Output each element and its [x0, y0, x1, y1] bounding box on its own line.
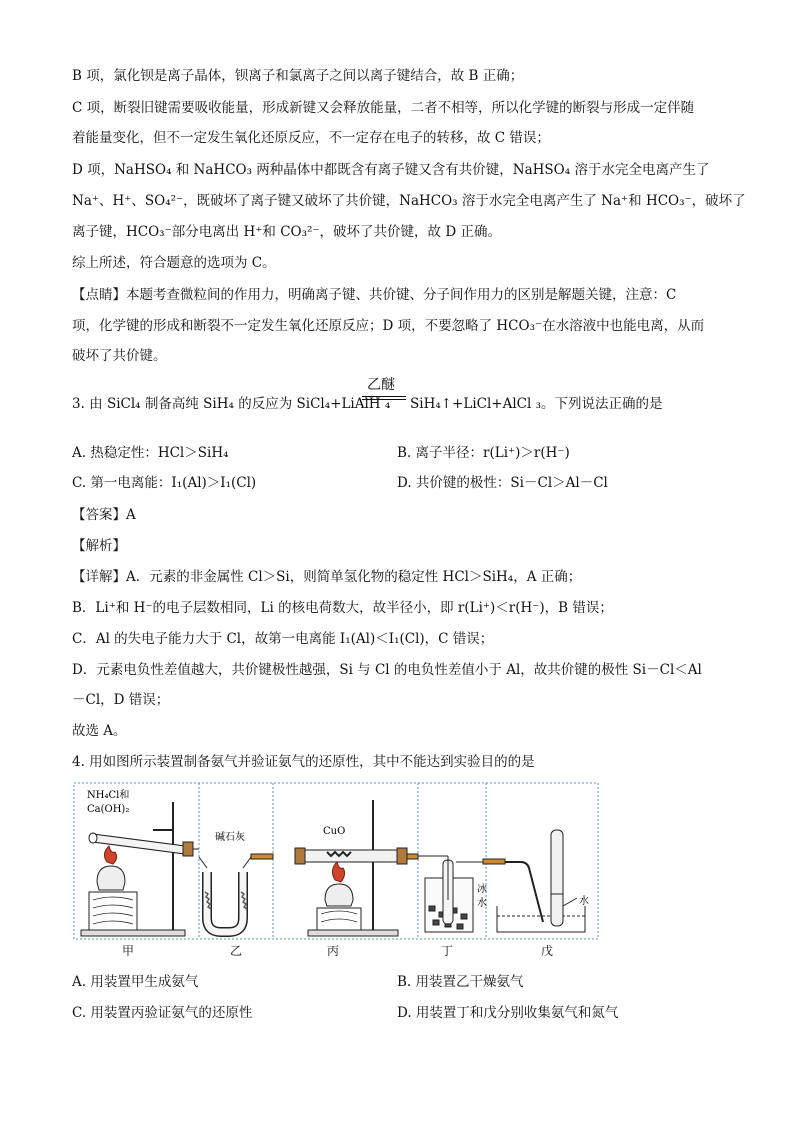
alcohol-lamp-bing: [325, 884, 353, 906]
stopper-jia: [183, 842, 193, 856]
soda-lime-label: 碱石灰: [215, 832, 245, 843]
q3-option-c: C. 第一电离能：I₁(Al)＞I₁(Cl): [72, 475, 257, 491]
water-label: 水: [579, 896, 589, 907]
q4-option-d: D. 用装置丁和戊分别收集氨气和氮气: [397, 1005, 619, 1021]
trough: [497, 906, 585, 932]
analysis-label: 【解析】: [72, 538, 126, 554]
figure-label-jia: 甲: [122, 944, 135, 958]
answer-label: 【答案】A: [72, 507, 136, 523]
reagent-label-2: Ca(OH)₂: [87, 804, 130, 815]
u-tube: [207, 872, 243, 932]
q4-option-a: A. 用装置甲生成氨气: [72, 974, 199, 990]
bing-out-connector: [407, 854, 418, 859]
yi-connector: [251, 854, 273, 859]
cuo-label: CuO: [323, 826, 346, 837]
ding-connector: [483, 859, 505, 864]
paragraph-b: B 项，氯化钡是离子晶体，钡离子和氯离子之间以离子键结合，故 B 正确；: [72, 68, 524, 84]
paragraph-c-line2: 着能量变化，但不一定发生氧化还原反应，不一定存在电子的转移，故 C 错误；: [72, 130, 550, 146]
figure-label-bing: 丙: [327, 944, 340, 958]
detail-line2: B．Li⁺和 H⁻的电子层数相同，Li 的核电荷数大，故半径小，即 r(Li⁺)＜r(H⁻)，B 错误；: [72, 600, 613, 616]
paragraph-d-line3: 离子键，HCO₃⁻部分电离出 H⁺和 CO₃²⁻，破坏了共价键，故 D 正确。: [72, 224, 501, 240]
q3-stem-left: 3. 由 SiCl₄ 制备高纯 SiH₄ 的反应为 SiCl₄+LiAlH ₄: [72, 396, 391, 412]
tip-line3: 破坏了共价键。: [72, 348, 167, 364]
bing-glass-tube: [305, 850, 397, 862]
base-plate-jia: [81, 930, 185, 936]
q3-stem-right: SiH₄↑+LiCl+AlCl ₃。下列说法正确的是: [410, 396, 663, 412]
q4-option-c: C. 用装置丙验证氨气的还原性: [72, 1005, 253, 1021]
reaction-condition: 乙醚: [367, 377, 395, 393]
wu-delivery-tube: [505, 862, 543, 922]
apparatus-yi: [199, 830, 273, 932]
paragraph-d-line1: D 项，NaHSO₄ 和 NaHCO₃ 两种晶体中都既含有离子键又含有共价键，NaHSO₄ 溶于水完全电离产生了: [72, 162, 710, 178]
reagent-label-1: NH₄Cl和: [87, 790, 130, 801]
apparatus-bing: [295, 800, 418, 936]
apparatus-jia: [81, 789, 199, 936]
q3-option-b: B. 离子半径：r(Li⁺)＞r(H⁻): [397, 445, 570, 461]
q4-stem: 4. 用如图所示装置制备氨气并验证氨气的还原性，其中不能达到实验目的的是: [72, 754, 535, 770]
detail-line1: 【详解】A．元素的非金属性 Cl＞Si，则简单氢化物的稳定性 HCl＞SiH₄，A 正确；: [72, 569, 582, 585]
choose-line: 故选 A。: [72, 723, 127, 739]
detail-line4: D．元素电负性差值越大，共价键极性越强，Si 与 Cl 的电负性差值小于 Al，故共价键的极性 Si－Cl＜Al: [72, 662, 702, 678]
figure-label-wu: 戊: [541, 944, 554, 958]
yi-out-tube: [243, 857, 251, 868]
figure-label-yi: 乙: [230, 944, 243, 958]
apparatus-figure: [73, 782, 599, 940]
summary-line: 综上所述，符合题意的选项为 C。: [72, 255, 276, 271]
flame-jia: [104, 846, 116, 864]
figure-label-ding: 丁: [441, 944, 454, 958]
q3-option-d: D. 共价键的极性：Si－Cl＞Al－Cl: [397, 475, 608, 491]
yi-in-tube: [199, 857, 207, 868]
q4-option-b: B. 用装置乙干燥氨气: [397, 974, 524, 990]
tip-line1: 【点睛】本题考查微粒间的作用力，明确离子键、共价键、分子间作用力的区别是解题关键，注意：C: [72, 287, 677, 303]
tip-line2: 项，化学键的形成和断裂不一定发生氧化还原反应；D 项，不要忽略了 HCO₃⁻在水溶液中也能电离，从而: [72, 318, 705, 334]
q3-option-a: A. 热稳定性：HCl＞SiH₄: [72, 445, 229, 461]
apparatus-ding: [418, 856, 505, 932]
water-pointer: [563, 898, 577, 906]
bing-left-stopper: [295, 848, 305, 864]
ice-label-1: 冰: [477, 884, 487, 895]
apparatus-wu: [497, 830, 589, 932]
bing-right-stopper: [397, 848, 407, 864]
wood-block-jia: [89, 892, 137, 930]
detail-line5: －Cl，D 错误；: [72, 692, 170, 708]
detail-line3: C．Al 的失电子能力大于 Cl，故第一电离能 I₁(Al)＜I₁(Cl)，C 错误；: [72, 631, 494, 647]
base-plate-bing: [308, 930, 398, 936]
ice-label-2: 水: [477, 898, 487, 909]
flame-bing: [332, 862, 344, 882]
paragraph-c-line1: C 项，断裂旧键需要吸收能量，形成新键又会释放能量，二者不相等，所以化学键的断裂与形成一定伴随: [72, 100, 695, 116]
gas-jar: [551, 830, 563, 926]
tube-mouth: [89, 833, 97, 843]
paragraph-d-line2: Na⁺、H⁺、SO₄²⁻，既破坏了离子键又破坏了共价键，NaHCO₃ 溶于水完全电离产生了 Na⁺和 HCO₃⁻，破坏了: [72, 193, 746, 209]
alcohol-lamp-jia: [97, 866, 125, 890]
